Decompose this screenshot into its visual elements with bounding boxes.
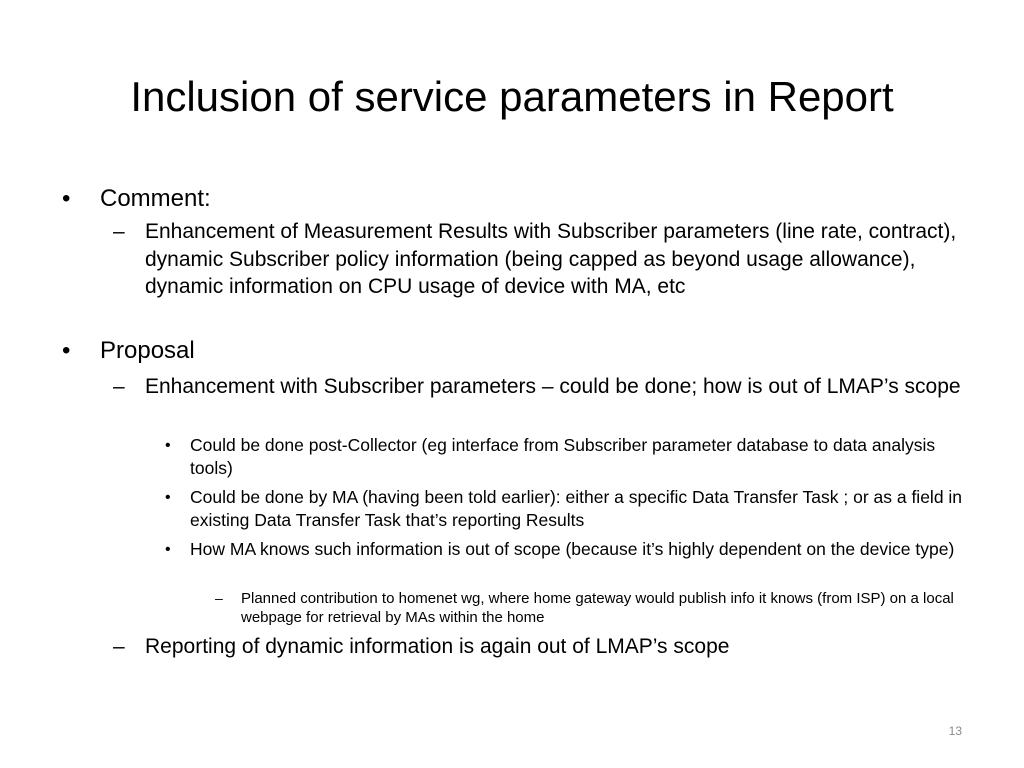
bullet-dot-icon: • <box>62 337 71 364</box>
fourth-level-bullet-text: Planned contribution to homenet wg, where home gateway would publish info it knows (from ISP) on a local webpage for retrieval by MAs within the home <box>241 590 954 626</box>
sub-sub-bullet-text: Could be done by MA (having been told earlier): either a specific Data Transfer Task ; or as a field in existing Data Transfer Task that’s reporting Results <box>190 487 963 530</box>
sub-bullet-text: Reporting of dynamic information is again out of LMAP’s scope <box>145 635 730 658</box>
dash-icon: – <box>113 220 125 243</box>
sub-sub-bullet-item <box>165 538 965 561</box>
bullet-dot-icon: • <box>62 185 71 212</box>
slide-title: Inclusion of service parameters in Report <box>130 73 894 120</box>
bullet-dot-icon: • <box>165 541 171 558</box>
sub-bullet-text: Enhancement of Measurement Results with Subscriber parameters (line rate, contract), dynamic Subscriber policy information (being capped as beyond usage allowance), dynamic information on CPU usage of device with MA, etc <box>145 220 957 298</box>
bullet-item <box>62 184 962 214</box>
bullet-dot-icon: • <box>165 489 171 506</box>
fourth-level-bullet-item <box>215 589 965 627</box>
bullet-text: Comment: <box>100 185 211 212</box>
sub-sub-bullet-item <box>165 486 965 532</box>
page-number: 13 <box>948 724 962 738</box>
dash-icon: – <box>215 590 223 606</box>
sub-sub-bullet-text: How MA knows such information is out of scope (because it’s highly dependent on the device type) <box>190 539 955 559</box>
sub-sub-bullet-text: Could be done post-Collector (eg interface from Subscriber parameter database to data analysis tools) <box>190 435 936 478</box>
sub-sub-bullet-item <box>165 434 965 480</box>
bullet-text: Proposal <box>100 337 195 364</box>
bullet-item <box>62 336 962 366</box>
sub-bullet-item <box>113 218 963 301</box>
dash-icon: – <box>113 635 125 658</box>
sub-bullet-text: Enhancement with Subscriber parameters – could be done; how is out of LMAP’s scope <box>145 375 961 398</box>
bullet-dot-icon: • <box>165 437 171 454</box>
sub-bullet-item <box>113 633 963 661</box>
sub-bullet-item <box>113 373 963 401</box>
dash-icon: – <box>113 375 125 398</box>
